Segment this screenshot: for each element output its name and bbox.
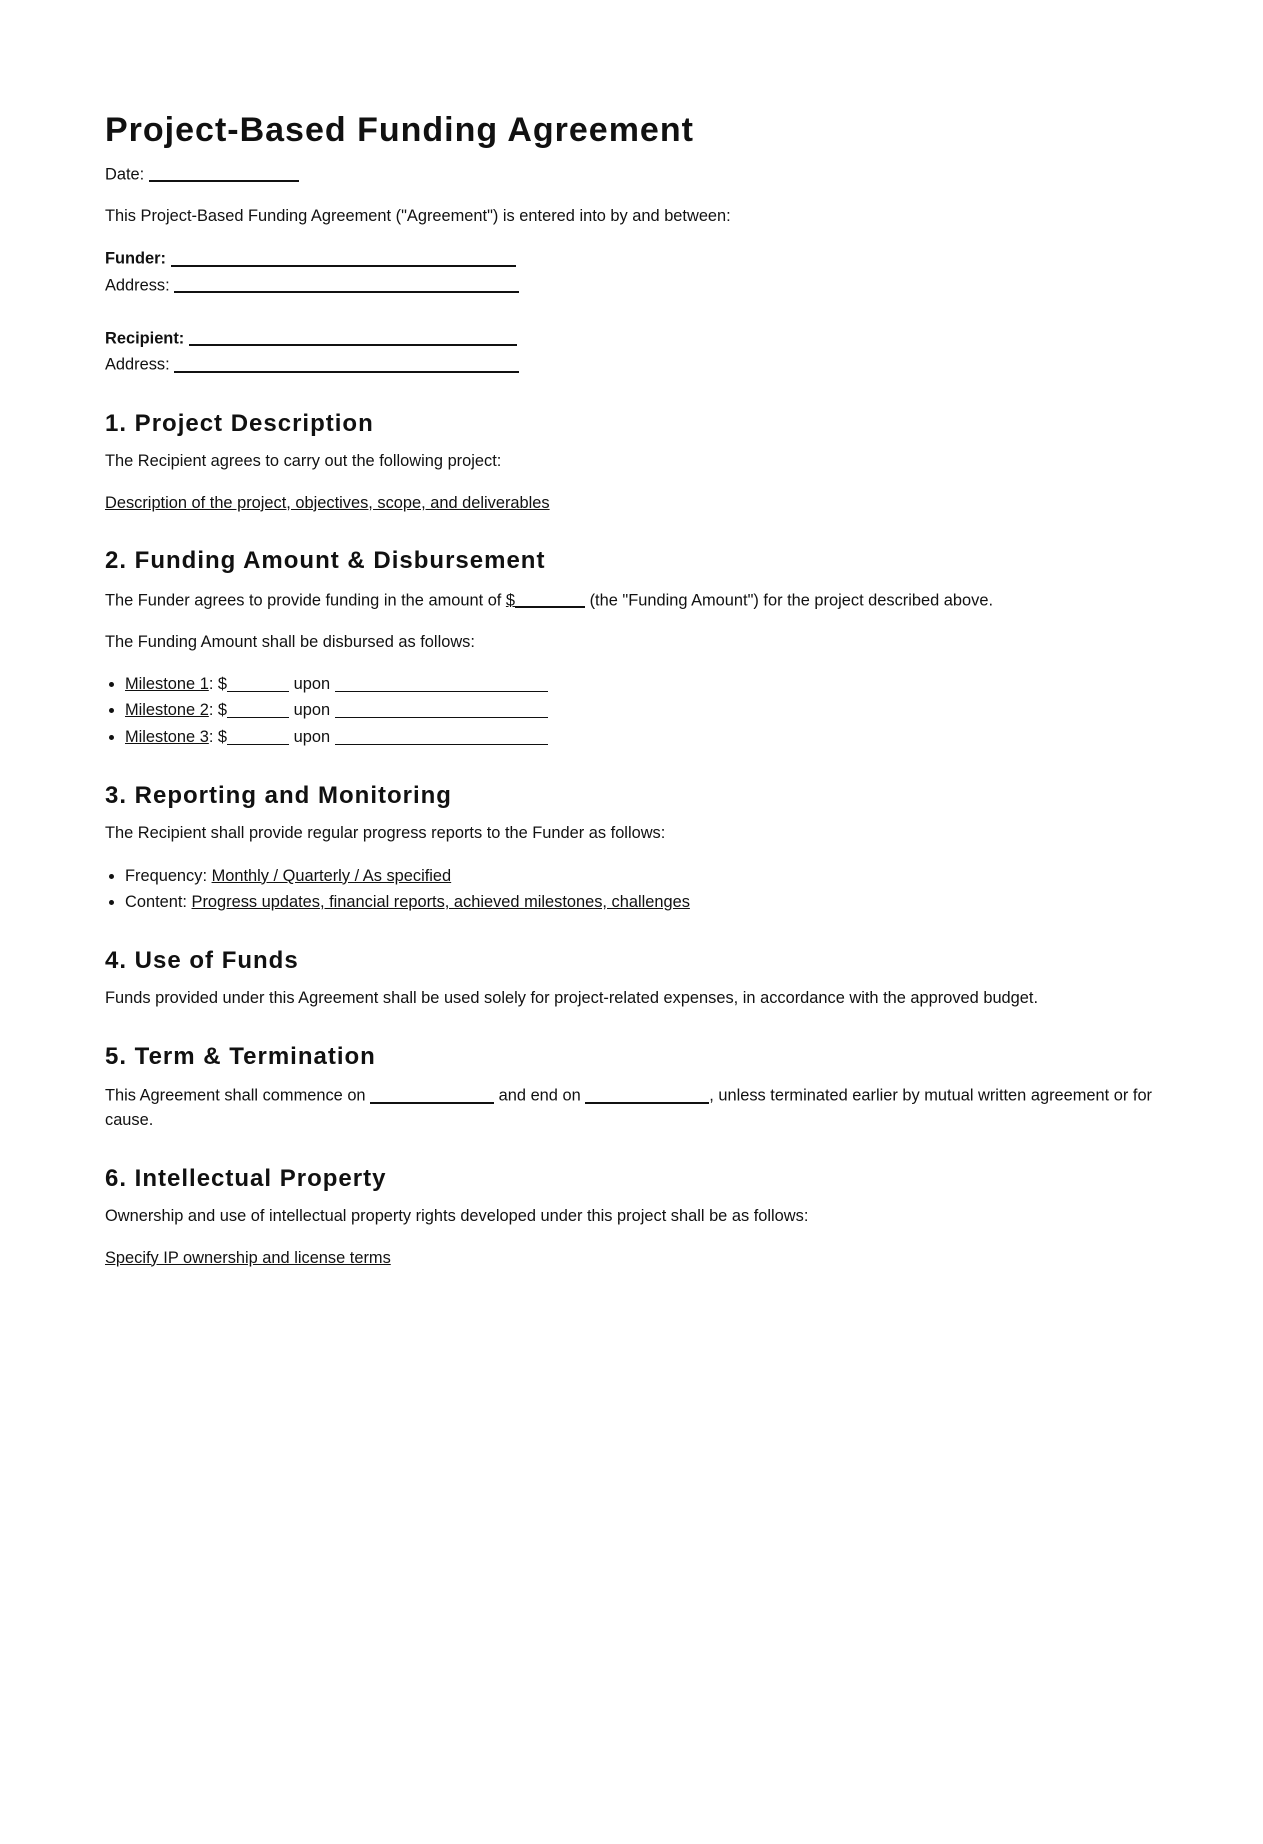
section-3-heading: 3. Reporting and Monitoring [105,781,452,809]
recipient-address-field[interactable] [174,354,519,372]
reporting-list [105,863,1165,916]
end-date-field[interactable] [585,1085,709,1103]
milestone-1-label: Milestone 1 [125,675,209,694]
reporting-frequency-item [125,863,1165,889]
recipient-label: Recipient: [105,329,185,348]
milestone-item-2 [125,697,1165,723]
recipient-address-line [105,351,1165,378]
project-description-placeholder[interactable]: Description of the project, objectives, scope, and deliverables [105,493,550,512]
section-1-heading: 1. Project Description [105,409,374,437]
milestone-2-upon: upon [289,701,335,720]
milestone-3-condition-field[interactable] [335,727,548,744]
section-5-paragraph [105,1082,1165,1133]
date-label: Date: [105,165,145,184]
funder-label: Funder: [105,249,167,268]
disbursed-text: The Funding Amount shall be disbursed as follows: [105,632,475,651]
funder-address-label: Address: [105,276,170,295]
milestone-item-3 [125,724,1165,750]
funding-text-after: (the "Funding Amount") for the project described above. [585,590,994,609]
milestone-3-amount-field[interactable] [227,727,289,744]
milestone-2-currency: : $ [208,701,228,720]
funder-name-field[interactable] [171,248,516,266]
milestone-3-currency: : $ [208,727,228,746]
frequency-label: Frequency: [125,866,212,885]
commence-date-field[interactable] [370,1085,494,1103]
section-2-heading: 2. Funding Amount & Disbursement [105,547,546,575]
milestone-2-label: Milestone 2 [125,701,209,720]
milestone-3-label: Milestone 3 [125,727,209,746]
term-text-end: , unless terminated earlier by mutual written agreement or for cause. [105,1086,1153,1130]
section-6-text: Ownership and use of intellectual property rights developed under this project shall be as follows: [105,1207,809,1225]
reporting-content-item [125,889,1165,915]
funder-address-line [105,272,1165,299]
funder-block [105,245,1165,298]
funding-amount-field[interactable] [515,590,585,608]
section-6-placeholder-line [105,1246,1165,1271]
section-1-placeholder-line [105,491,1165,516]
section-3-text: The Recipient shall provide regular progress reports to the Funder as follows: [105,824,666,843]
section-5-heading: 5. Term & Termination [105,1043,376,1071]
frequency-value[interactable]: Monthly / Quarterly / As specified [211,866,452,885]
section-6-heading: 6. Intellectual Property [105,1164,387,1192]
term-text-start: This Agreement shall commence on [105,1086,371,1105]
document-title: Project-Based Funding Agreement [105,111,694,149]
milestone-1-currency: : $ [208,675,228,694]
section-1-text: The Recipient agrees to carry out the following project: [105,452,502,471]
recipient-block [105,325,1165,378]
section-4-text: Funds provided under this Agreement shall be used solely for project-related expenses, in accordance with the approved budget. [105,989,1039,1008]
recipient-name-field[interactable] [189,328,517,346]
intro-paragraph: This Project-Based Funding Agreement ("Agreement") is entered into by and between: [105,206,731,225]
funding-currency: $ [505,590,516,609]
funding-amount-paragraph [105,587,1165,613]
milestone-3-upon: upon [289,727,335,746]
milestone-1-upon: upon [289,675,335,694]
funder-address-field[interactable] [174,275,519,293]
section-4-heading: 4. Use of Funds [105,947,299,975]
funding-text-before: The Funder agrees to provide funding in the amount of [105,590,506,609]
term-text-mid: and end on [494,1086,586,1105]
milestone-2-condition-field[interactable] [335,701,548,718]
milestone-1-condition-field[interactable] [335,675,548,692]
milestone-2-amount-field[interactable] [227,701,289,718]
recipient-address-label: Address: [105,355,170,374]
date-line [105,161,1165,187]
date-field[interactable] [149,164,299,182]
funder-line [105,245,1165,272]
content-label: Content: [125,892,192,911]
milestone-list [105,671,1165,750]
recipient-line [105,325,1165,352]
document-page [105,110,1165,1287]
milestone-1-amount-field[interactable] [227,675,289,692]
ip-terms-placeholder[interactable]: Specify IP ownership and license terms [105,1248,391,1267]
milestone-item-1 [125,671,1165,697]
content-value[interactable]: Progress updates, financial reports, achieved milestones, challenges [191,892,690,911]
